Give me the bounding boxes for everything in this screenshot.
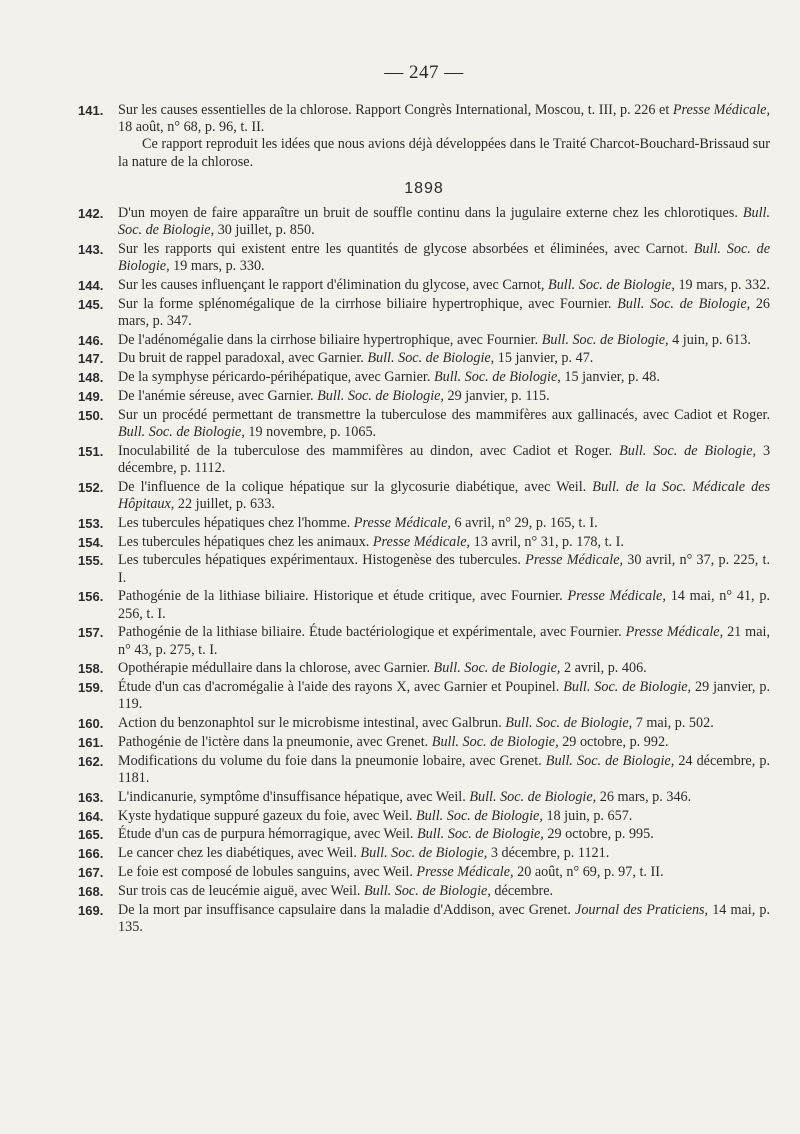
bibliography-entry [78,350,770,367]
entry-tail: 18 juin, p. 657. [546,807,633,824]
entry-tail: 2 avril, p. 406. [563,660,647,677]
entry-body [118,808,770,825]
entry-text: Étude d'un cas d'acromégalie à l'aide des rayons X, avec Garnier et Poupinel. [118,679,560,696]
entries-before-year [78,102,770,171]
entry-body [118,883,770,900]
entry-body [118,277,770,294]
entry-text: Modifications du volume du foie dans la pneumonie lobaire, avec Grenet. [118,752,542,769]
entry-number: 163. [78,789,104,805]
bibliography-entry [78,205,770,239]
entry-journal: Bull. Soc. de Biologie, [367,350,495,367]
entry-journal: Bull. Soc. de Biologie, [118,204,771,239]
entry-tail: 22 juillet, p. 633. [177,496,275,512]
entry-number: 167. [78,864,104,880]
entry-tail: décembre. [494,882,554,899]
entry-number: 164. [78,808,104,824]
entry-text: L'indicanurie, symptôme d'insuffisance hépatique, avec Weil. [118,788,466,805]
entry-journal: Presse Médicale, [625,624,724,641]
entry-body [118,679,770,713]
entry-body [118,845,770,862]
entry-journal: Bull. de la Soc. Médicale des Hôpitaux, [118,478,771,512]
entry-journal: Presse Médicale, [525,552,624,569]
entry-tail: 15 janvier, p. 47. [497,350,594,367]
entry-journal: Bull. Soc. de Biologie, [433,660,561,677]
entry-body [118,350,770,367]
entry-text: Action du benzonaphtol sur le microbisme intestinal, avec Galbrun. [118,715,502,732]
entry-body [118,369,770,386]
entry-tail: 19 mars, p. 330. [173,258,265,275]
entry-body [118,753,770,787]
bibliography-entry [78,277,770,294]
entry-journal: Bull. Soc. de Biologie, [541,331,669,348]
entry-body [118,515,770,532]
bibliography-entry [78,883,770,900]
entry-body [118,624,770,658]
bibliography-entry [78,534,770,551]
entry-tail: 24 décembre, p. 1181. [118,752,770,786]
entry-journal: Bull. Soc. de Biologie, [545,752,675,769]
entry-number: 145. [78,296,104,312]
entry-text: De l'adénomégalie dans la cirrhose biliaire hypertrophique, avec Fournier. [118,331,539,348]
bibliography-entry [78,332,770,349]
entry-tail: 29 janvier, p. 119. [118,679,771,713]
entry-number: 144. [78,277,104,293]
bibliography-entry [78,296,770,330]
entry-text: Les tubercules hépatiques chez les animaux. [118,533,370,550]
entry-text: De la symphyse péricardo-périhépatique, avec Garnier. [118,369,431,386]
entry-number: 157. [78,625,104,641]
entry-number: 143. [78,241,104,257]
entry-journal: Bull. Soc. de Biologie, [505,715,633,732]
entry-text: De l'anémie séreuse, avec Garnier. [118,388,314,404]
entry-journal: Bull. Soc. de Biologie, [118,240,770,275]
entry-number: 165. [78,827,104,843]
entry-text: Le foie est composé de lobules sanguins, avec Weil. [118,863,413,880]
entry-body [118,443,770,477]
entry-number: 162. [78,753,104,769]
entry-journal: Presse Médicale, [416,863,514,880]
entry-tail: 7 mai, p. 502. [635,715,714,732]
entry-number: 153. [78,515,104,531]
entry-journal: Bull. Soc. de Biologie, [433,369,561,386]
entry-body [118,102,770,171]
entry-tail: 18 août, n° 68, p. 96, t. II. [118,119,265,136]
entry-body [118,534,770,551]
bibliography-entry [78,479,770,513]
entry-number: 156. [78,589,104,605]
bibliography-entry [78,443,770,477]
entry-journal: Bull. Soc. de Biologie, [563,679,692,696]
bibliography-entry [78,715,770,732]
entry-tail: 20 août, n° 69, p. 97, t. II. [517,863,664,880]
entry-body [118,241,770,275]
entry-text: Sur la forme splénomégalique de la cirrhose biliaire hypertrophique, avec Fournier. [118,295,612,312]
bibliography-entry [78,624,770,658]
entry-number: 146. [78,332,104,348]
entry-journal: Bull. Soc. de Biologie, [416,826,544,843]
bibliography-entry [78,808,770,825]
entry-tail: 30 juillet, p. 850. [217,222,315,239]
entry-journal: Bull. Soc. de Biologie, [469,788,597,805]
entry-tail: 15 janvier, p. 48. [564,369,660,386]
entry-tail: 14 mai, n° 41, p. 256, t. I. [118,588,771,622]
entry-number: 161. [78,734,104,750]
entry-journal: Bull. Soc. de Biologie, [431,733,559,750]
entry-number: 154. [78,534,104,550]
entry-body [118,588,770,622]
entry-text: De l'influence de la colique hépatique sur la glycosurie diabétique, avec Weil. [118,478,587,495]
entry-tail: 13 avril, n° 31, p. 178, t. I. [473,533,624,550]
bibliography-entry [78,753,770,787]
entry-journal: Presse Médicale, [567,588,666,605]
bibliography-entry [78,388,770,405]
entry-journal: Bull. Soc. de Biologie, [619,442,757,459]
entry-tail: 21 mai, n° 43, p. 275, t. I. [118,624,770,658]
entry-tail: 29 octobre, p. 995. [547,826,654,843]
entry-journal: Journal des Praticiens, [575,901,709,918]
entry-number: 158. [78,661,104,677]
entry-number: 141. [78,103,104,118]
entry-tail: 19 mars, p. 332. [678,276,770,293]
entry-tail: 29 janvier, p. 115. [447,388,550,404]
entry-body [118,296,770,330]
entry-text: Kyste hydatique suppuré gazeux du foie, avec Weil. [118,807,413,824]
bibliography-list [78,205,770,936]
entry-tail: 26 mars, p. 347. [118,295,771,329]
entry-journal: Bull. Soc. de Biologie, [360,845,488,862]
entry-body [118,826,770,843]
entry-text: De la mort par insuffisance capsulaire dans la maladie d'Addison, avec Grenet. [118,901,571,918]
entry-note: Ce rapport reproduit les idées que nous avions déjà développées dans le Traité Charcot-Bouchard-Brissaud sur la nature de la chlorose. [118,136,770,170]
bibliography-entry [78,789,770,806]
entry-number: 147. [78,351,104,367]
entry-text: Sur les causes influençant le rapport d'élimination du glycose, avec Carnot, [118,276,545,293]
entry-text: Opothérapie médullaire dans la chlorose, avec Garnier. [118,660,430,677]
entry-text: Du bruit de rappel paradoxal, avec Garnier. [118,350,364,367]
entry-body [118,388,770,405]
bibliography-entry [78,679,770,713]
entry-number: 152. [78,479,104,495]
entry-text: Les tubercules hépatiques expérimentaux. Histogenèse des tubercules. [118,552,521,569]
entry-text: Inoculabilité de la tuberculose des mammifères au dindon, avec Cadiot et Roger. [118,442,613,459]
entry-body [118,715,770,732]
entry-body [118,789,770,806]
entry-journal: Bull. Soc. de Biologie, [617,295,751,312]
bibliography-entry [78,660,770,677]
entry-text: D'un moyen de faire apparaître un bruit de souffle continu dans la jugulaire externe chez les chlorotiques. [118,204,738,221]
entry-journal: Bull. Soc. de Biologie, [416,807,543,824]
entry-journal: Bull. Soc. de Biologie, [364,882,491,899]
entry-text: Pathogénie de la lithiase biliaire. Étude bactériologique et expérimentale, avec Fournier. [118,624,622,641]
bibliography-entry [78,369,770,386]
bibliography-entry [78,734,770,751]
entry-tail: 30 avril, n° 37, p. 225, t. I. [118,552,770,586]
entry-tail: 3 décembre, p. 1112. [118,442,771,476]
entry-text: Sur les causes essentielles de la chlorose. Rapport Congrès International, Moscou, t. III, p. 226 et [118,102,670,118]
entry-tail: 14 mai, p. 135. [118,901,771,935]
entry-text: Sur trois cas de leucémie aiguë, avec Weil. [118,882,361,899]
entry-text: Le cancer chez les diabétiques, avec Weil. [118,845,357,862]
entry-journal: Presse Médicale, [372,533,471,550]
bibliography-entry [78,241,770,275]
entry-text: Pathogénie de l'ictère dans la pneumonie, avec Grenet. [118,733,429,750]
entry-number: 169. [78,902,104,918]
bibliography-entry [78,407,770,441]
entry-text: Pathogénie de la lithiase biliaire. Historique et étude critique, avec Fournier. [118,588,563,605]
entry-body [118,407,770,441]
entry-number: 155. [78,553,104,569]
entry-number: 159. [78,680,104,696]
entry-body [118,552,770,586]
entry-text: Étude d'un cas de purpura hémorragique, avec Weil. [118,826,414,843]
entry-journal: Bull. Soc. de Biologie, [317,388,444,404]
bibliography-entry [78,902,770,936]
entry-number: 150. [78,407,104,423]
entry-tail: 3 décembre, p. 1121. [490,845,610,862]
entry-body [118,660,770,677]
entry-body [118,864,770,881]
bibliography-entry [78,552,770,586]
entry-journal: Presse Médicale, [672,102,771,118]
entry-journal: Bull. Soc. de Biologie, [118,424,245,440]
bibliography-entry [78,588,770,622]
entry-journal: Presse Médicale, [353,514,451,531]
entry-body [118,479,770,513]
entry-body [118,332,770,349]
bibliography-entry [78,515,770,532]
entry-number: 149. [78,389,104,404]
entry-text: Les tubercules hépatiques chez l'homme. [118,514,351,531]
page-number: — 247 — [384,62,464,83]
entry-tail: 19 novembre, p. 1065. [248,424,377,440]
bibliography-entry [78,845,770,862]
entry-tail: 26 mars, p. 346. [599,788,692,805]
entry-number: 160. [78,716,104,732]
entry-number: 142. [78,205,104,221]
bibliography-entry [78,826,770,843]
entry-body [118,734,770,751]
entry-number: 148. [78,370,104,386]
entry-tail: 6 avril, n° 29, p. 165, t. I. [454,514,598,531]
entry-tail: 4 juin, p. 613. [672,331,751,348]
entry-body [118,205,770,239]
entry-text: Sur les rapports qui existent entre les quantités de glycose absorbées et éliminées, avec Carnot. [118,240,688,257]
entry-number: 166. [78,846,104,862]
bibliography-entry [78,102,770,171]
entry-journal: Bull. Soc. de Biologie, [548,276,675,293]
bibliography-entry [78,864,770,881]
entry-tail: 29 octobre, p. 992. [562,733,669,750]
entry-number: 168. [78,883,104,899]
entry-body [118,902,770,936]
entry-text: Sur un procédé permettant de transmettre la tuberculose des mammifères aux gallinacés, avec Cadiot et Roger. [118,406,770,423]
entry-number: 151. [78,443,104,459]
year-heading: 1898 [404,179,444,197]
